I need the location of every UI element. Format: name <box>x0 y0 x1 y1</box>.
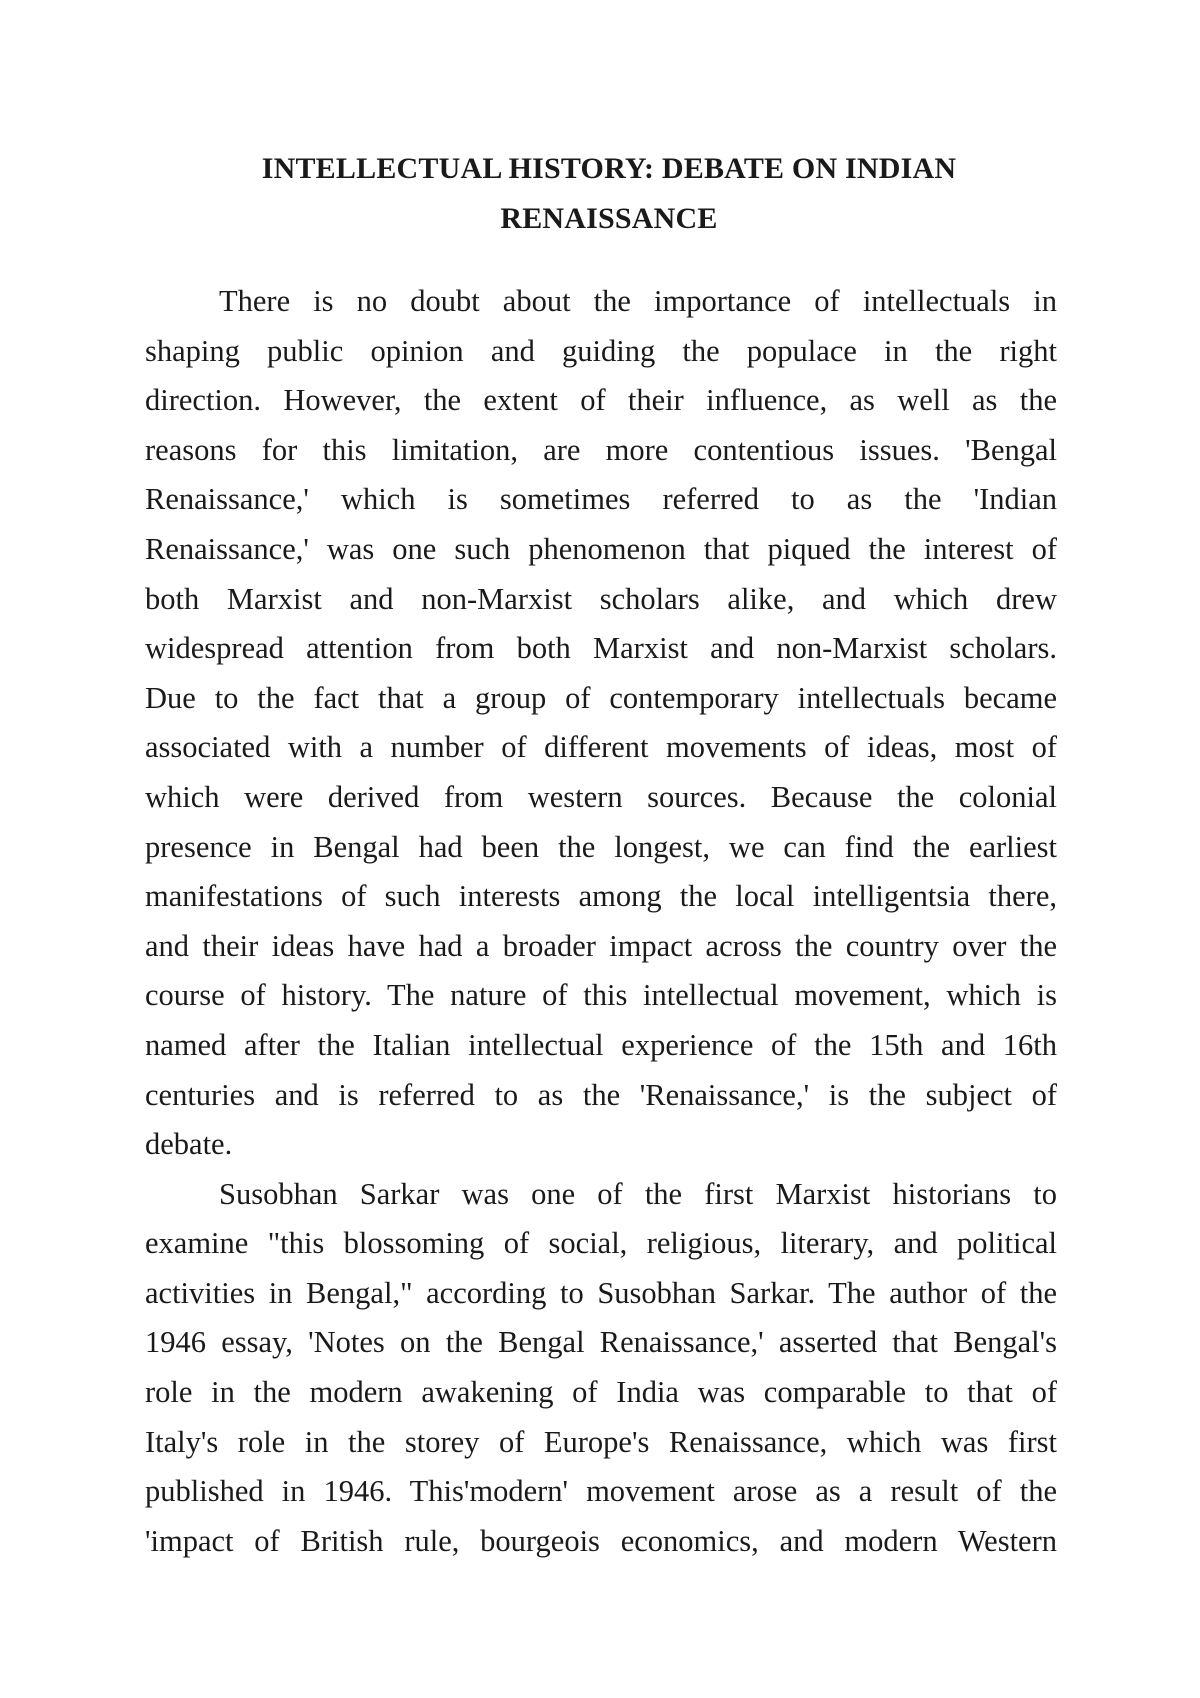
title-line: RENAISSANCE <box>500 201 718 235</box>
text-line: course of history. The nature of this intellectual movement, which is <box>145 978 1057 1013</box>
document-body <box>145 277 1057 1566</box>
text-line: published in 1946. This'modern' movement arose as a result of the <box>145 1474 1057 1509</box>
text-line: Italy's role in the storey of Europe's Renaissance, which was first <box>145 1424 1057 1459</box>
text-line: Susobhan Sarkar was one of the first Marxist historians to <box>219 1176 1057 1211</box>
text-line: 'impact of British rule, bourgeois economics, and modern Western <box>145 1523 1057 1558</box>
text-line: manifestations of such interests among the local intelligentsia there, <box>145 879 1057 914</box>
text-line: which were derived from western sources. Because the colonial <box>145 779 1057 814</box>
text-line: associated with a number of different movements of ideas, most of <box>145 730 1057 765</box>
text-line: widespread attention from both Marxist and non-Marxist scholars. <box>145 631 1057 666</box>
text-line: activities in Bengal," according to Susobhan Sarkar. The author of the <box>145 1275 1057 1310</box>
text-line: reasons for this limitation, are more contentious issues. 'Bengal <box>145 432 1057 467</box>
text-line: direction. However, the extent of their influence, as well as the <box>145 383 1057 418</box>
title-line: INTELLECTUAL HISTORY: DEBATE ON INDIAN <box>261 152 957 185</box>
text-line: shaping public opinion and guiding the populace in the right <box>145 333 1057 368</box>
paragraph <box>145 277 1057 1170</box>
text-line: and their ideas have had a broader impact across the country over the <box>145 928 1057 963</box>
text-line: centuries and is referred to as the 'Renaissance,' is the subject of <box>145 1077 1057 1112</box>
paragraph <box>145 1170 1057 1567</box>
text-line: presence in Bengal had been the longest, we can find the earliest <box>145 829 1057 864</box>
text-line: examine "this blossoming of social, religious, literary, and political <box>145 1226 1057 1261</box>
text-line: 1946 essay, 'Notes on the Bengal Renaissance,' asserted that Bengal's <box>145 1325 1057 1360</box>
text-line: both Marxist and non-Marxist scholars alike, and which drew <box>145 581 1057 616</box>
text-line: named after the Italian intellectual experience of the 15th and 16th <box>145 1027 1057 1062</box>
text-line: debate. <box>145 1127 233 1162</box>
text-line: role in the modern awakening of India was comparable to that of <box>145 1375 1057 1410</box>
document-title <box>244 146 974 245</box>
text-line: There is no doubt about the importance of intellectuals in <box>219 284 1057 318</box>
text-line: Renaissance,' which is sometimes referred to as the 'Indian <box>145 482 1057 517</box>
text-line: Due to the fact that a group of contemporary intellectuals became <box>145 680 1057 715</box>
text-line: Renaissance,' was one such phenomenon that piqued the interest of <box>145 531 1057 566</box>
